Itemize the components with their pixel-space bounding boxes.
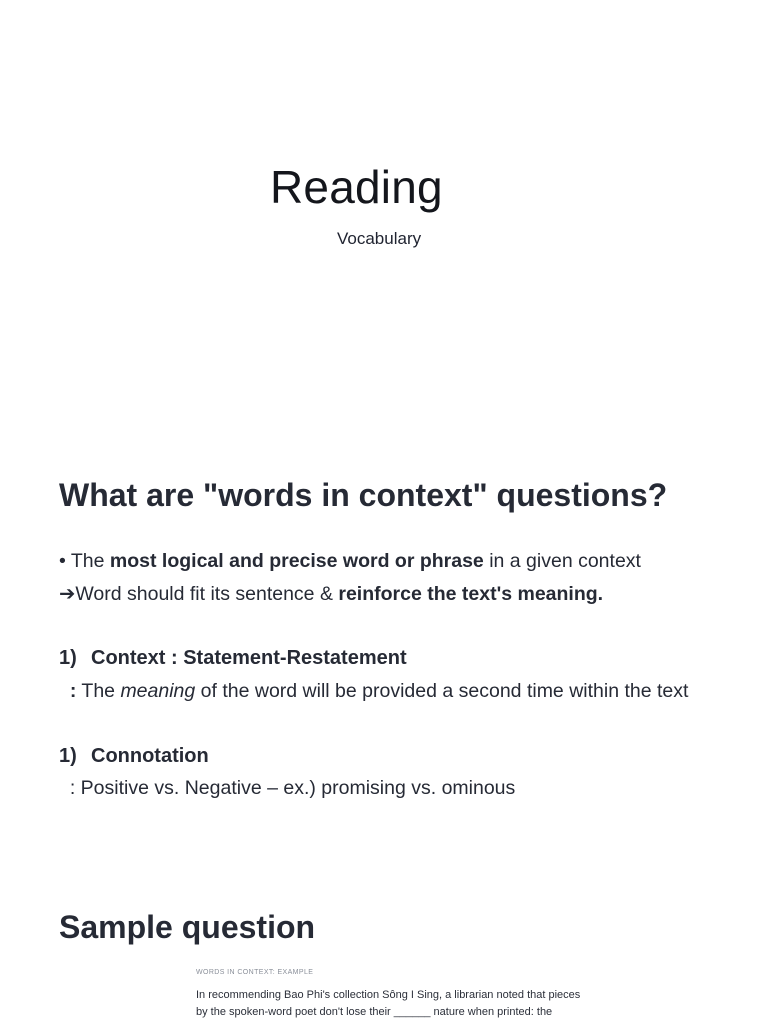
slide-subtitle: Vocabulary (337, 229, 422, 248)
desc-pre: The (76, 680, 121, 702)
section-desc-context (59, 679, 709, 703)
desc-colon: : (69, 680, 77, 702)
desc-text: : Positive vs. Negative – ex.) promising vs. ominous (69, 777, 516, 799)
section-desc-connotation (59, 776, 709, 800)
sample-question-image (196, 967, 616, 1024)
section-number: 1) (59, 647, 77, 669)
bullet-prefix: • The (59, 550, 110, 572)
arrow-line (59, 582, 603, 606)
sample-question-slide (0, 895, 768, 1024)
section-number: 1) (59, 745, 77, 767)
arrow-icon: ➔ (59, 583, 76, 605)
words-in-context-slide (0, 440, 768, 880)
image-caption: WORDS IN CONTEXT: EXAMPLE (196, 969, 314, 976)
image-passage (196, 987, 616, 1021)
bullet-suffix: in a given context (483, 550, 641, 572)
section-heading-context (59, 647, 407, 670)
title-slide (0, 0, 768, 420)
passage-line: In recommending Bao Phi's collection Sông I Sing, a librarian noted that pieces (196, 989, 581, 1001)
definition-bullet (59, 550, 641, 573)
arrow-line-bold: reinforce the text's meaning. (338, 583, 604, 605)
desc-post: of the word will be provided a second time within the text (195, 680, 689, 702)
arrow-line-text: Word should fit its sentence & (75, 583, 339, 605)
slide-heading: What are "words in context" questions? (59, 477, 668, 513)
section-heading-connotation (59, 745, 209, 768)
slide-title: Reading (270, 161, 443, 213)
desc-italic: meaning (120, 680, 196, 702)
section-title: Context : Statement-Restatement (91, 647, 407, 669)
bullet-bold: most logical and precise word or phrase (109, 550, 484, 572)
passage-line: by the spoken-word poet don't lose their ______ nature when printed: the (196, 1006, 553, 1018)
section-title: Connotation (91, 745, 209, 767)
sample-heading: Sample question (59, 909, 316, 945)
